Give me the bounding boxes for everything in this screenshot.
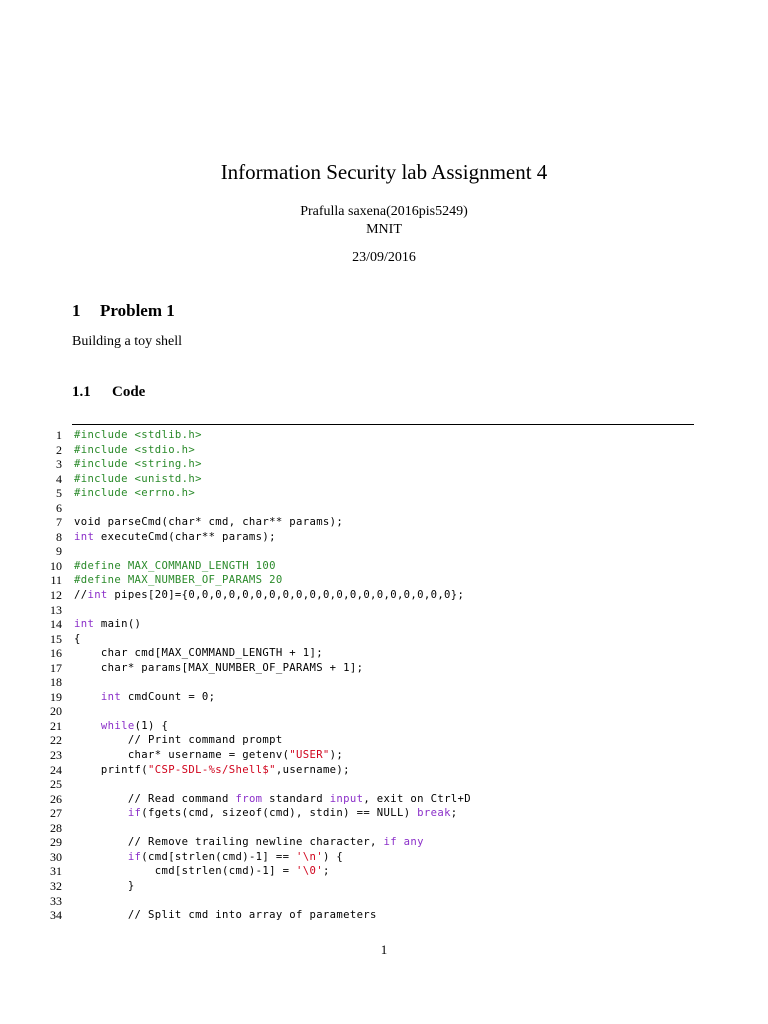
- code-line: [0, 603, 768, 618]
- code-line: [0, 719, 768, 734]
- code-line: [0, 515, 768, 530]
- code-text: [74, 588, 464, 603]
- code-top-rule: [72, 424, 694, 425]
- code-token: standard: [262, 792, 330, 805]
- code-token: ,username);: [275, 763, 350, 776]
- code-token: if: [127, 807, 142, 820]
- code-line: [0, 472, 768, 487]
- code-token: cmd[strlen(cmd)-1] =: [74, 865, 297, 878]
- code-line: [0, 821, 768, 836]
- code-text: [74, 763, 350, 778]
- code-line: [0, 457, 768, 472]
- code-text: [74, 486, 195, 501]
- code-line: [0, 864, 768, 879]
- line-number: 21: [50, 718, 62, 733]
- line-number: 33: [50, 893, 62, 908]
- code-token: (1) {: [134, 719, 169, 732]
- code-line: [0, 573, 768, 588]
- line-number: 9: [56, 544, 62, 559]
- code-text: [74, 559, 276, 574]
- code-line: [0, 763, 768, 778]
- code-text: [74, 690, 215, 705]
- document-title: Information Security lab Assignment 4: [220, 160, 548, 184]
- code-token: [74, 807, 128, 819]
- code-token: cmdCount = 0;: [121, 690, 216, 703]
- code-token: int: [100, 690, 122, 703]
- code-line: [0, 704, 768, 719]
- code-token: int: [74, 530, 95, 543]
- code-text: [74, 472, 202, 487]
- code-token: executeCmd(char** params);: [94, 530, 276, 543]
- code-text: [74, 879, 135, 894]
- code-token: #include <stdlib.h>: [74, 429, 202, 441]
- code-line: [0, 486, 768, 501]
- line-number: 32: [50, 878, 62, 893]
- code-text: [74, 661, 363, 676]
- line-number: 13: [50, 602, 62, 617]
- code-token: // Print command prompt: [74, 734, 283, 747]
- code-line: [0, 792, 768, 807]
- code-token: '\n': [296, 850, 323, 863]
- code-listing: [0, 428, 768, 923]
- code-token: break: [417, 807, 451, 820]
- line-number: 18: [50, 675, 62, 690]
- line-number: 20: [50, 704, 62, 719]
- code-token: int: [87, 589, 108, 602]
- line-number: 27: [50, 806, 62, 821]
- code-line: [0, 675, 768, 690]
- code-text: [74, 646, 323, 661]
- code-line: [0, 632, 768, 647]
- line-number: 25: [50, 777, 62, 792]
- code-text: [74, 806, 458, 821]
- code-text: [74, 733, 283, 748]
- line-number: 19: [50, 689, 62, 704]
- line-number: 5: [56, 486, 62, 501]
- code-token: main(): [94, 618, 142, 631]
- code-line: [0, 806, 768, 821]
- line-number: 23: [50, 748, 62, 763]
- line-number: 4: [56, 471, 62, 486]
- code-token: [74, 720, 101, 732]
- line-number: 7: [56, 515, 62, 530]
- code-token: (cmd[strlen(cmd)-1] ==: [141, 850, 297, 863]
- code-line: [0, 733, 768, 748]
- code-token: (fgets(cmd, sizeof(cmd), stdin) == NULL): [141, 807, 418, 820]
- code-text: [74, 617, 141, 632]
- section-body-text: Building a toy shell: [72, 334, 183, 349]
- code-line: [0, 894, 768, 909]
- code-text: [74, 632, 81, 647]
- line-number: 31: [50, 864, 62, 879]
- code-token: pipes[20]={0,0,0,0,0,0,0,0,0,0,0,0,0,0,0,0,0,0,0,0};: [107, 589, 465, 602]
- code-token: #include <errno.h>: [74, 487, 196, 500]
- section-title: Problem 1: [100, 301, 175, 320]
- code-token: #include <stdio.h>: [74, 443, 196, 456]
- line-number: 34: [50, 908, 62, 923]
- code-line: [0, 544, 768, 559]
- code-token: char* username = getenv(: [74, 749, 290, 762]
- author-affiliation: MNIT: [366, 222, 402, 237]
- code-token: ;: [322, 865, 330, 878]
- author-name: Prafulla saxena(2016pis5249): [300, 204, 468, 219]
- line-number: 22: [50, 733, 62, 748]
- code-token: char* params[MAX_NUMBER_OF_PARAMS + 1];: [74, 661, 364, 674]
- code-token: #define MAX_NUMBER_OF_PARAMS 20: [74, 574, 283, 587]
- code-text: [74, 457, 202, 472]
- code-token: '\0': [296, 865, 323, 878]
- code-token: //: [74, 589, 88, 602]
- section-heading: [72, 301, 175, 321]
- code-token: // Read command: [74, 792, 236, 805]
- code-token: ;: [450, 807, 458, 820]
- line-number: 14: [50, 617, 62, 632]
- code-token: if any: [383, 836, 424, 849]
- code-token: , exit on Ctrl+D: [363, 792, 471, 805]
- author-block: [0, 203, 768, 239]
- subsection-title: Code: [112, 384, 146, 400]
- code-token: );: [329, 749, 344, 762]
- code-token: while: [100, 719, 135, 732]
- line-number: 15: [50, 631, 62, 646]
- code-line: [0, 777, 768, 792]
- section-number: 1: [72, 301, 81, 320]
- line-number: 26: [50, 791, 62, 806]
- line-number: 16: [50, 646, 62, 661]
- code-token: // Remove trailing newline character,: [74, 836, 384, 849]
- line-number: 29: [50, 835, 62, 850]
- subsection-number: 1.1: [72, 384, 91, 400]
- line-number: 28: [50, 820, 62, 835]
- code-token: printf(: [74, 763, 149, 776]
- code-text: [74, 719, 168, 734]
- line-number: 24: [50, 762, 62, 777]
- code-line: [0, 588, 768, 603]
- code-text: [74, 908, 377, 923]
- code-line: [0, 443, 768, 458]
- code-token: if: [127, 850, 142, 863]
- code-token: #include <unistd.h>: [74, 472, 202, 485]
- line-number: 3: [56, 457, 62, 472]
- code-text: [74, 530, 276, 545]
- code-text: [74, 835, 424, 850]
- code-line: [0, 501, 768, 516]
- code-text: [74, 515, 343, 530]
- code-token: void parseCmd(char* cmd, char** params);: [74, 516, 344, 529]
- code-token: {: [74, 632, 81, 645]
- subsection-heading: [72, 384, 145, 401]
- code-token: "USER": [289, 749, 330, 762]
- code-token: }: [74, 879, 135, 892]
- code-text: [74, 792, 471, 807]
- document-date: 23/09/2016: [352, 250, 416, 265]
- code-line: [0, 661, 768, 676]
- code-line: [0, 748, 768, 763]
- code-token: int: [74, 618, 95, 631]
- code-text: [74, 864, 330, 879]
- line-number: 11: [50, 573, 62, 588]
- code-text: [74, 748, 343, 763]
- page-number: 1: [380, 942, 388, 957]
- code-token: [74, 851, 128, 863]
- code-line: [0, 835, 768, 850]
- code-token: #define MAX_COMMAND_LENGTH 100: [74, 559, 276, 572]
- code-token: input: [329, 792, 364, 805]
- code-line: [0, 850, 768, 865]
- code-token: [74, 691, 101, 703]
- code-line: [0, 908, 768, 923]
- code-line: [0, 559, 768, 574]
- code-token: from: [235, 792, 263, 805]
- line-number: 12: [50, 588, 62, 603]
- code-token: // Split cmd into array of parameters: [74, 909, 377, 922]
- code-line: [0, 428, 768, 443]
- code-line: [0, 879, 768, 894]
- code-token: char cmd[MAX_COMMAND_LENGTH + 1];: [74, 647, 323, 660]
- line-number: 30: [50, 849, 62, 864]
- code-text: [74, 850, 343, 865]
- code-line: [0, 690, 768, 705]
- code-token: "CSP-SDL-%s/Shell$": [148, 763, 276, 776]
- code-line: [0, 646, 768, 661]
- code-text: [74, 443, 195, 458]
- line-number: 6: [56, 500, 62, 515]
- code-token: #include <string.h>: [74, 458, 202, 471]
- line-number: 17: [50, 660, 62, 675]
- code-token: ) {: [322, 850, 344, 863]
- line-number: 10: [50, 558, 62, 573]
- code-text: [74, 428, 202, 443]
- line-number: 8: [56, 529, 62, 544]
- line-number: 2: [56, 442, 62, 457]
- code-line: [0, 617, 768, 632]
- code-line: [0, 530, 768, 545]
- line-number: 1: [56, 428, 62, 442]
- code-text: [74, 573, 283, 588]
